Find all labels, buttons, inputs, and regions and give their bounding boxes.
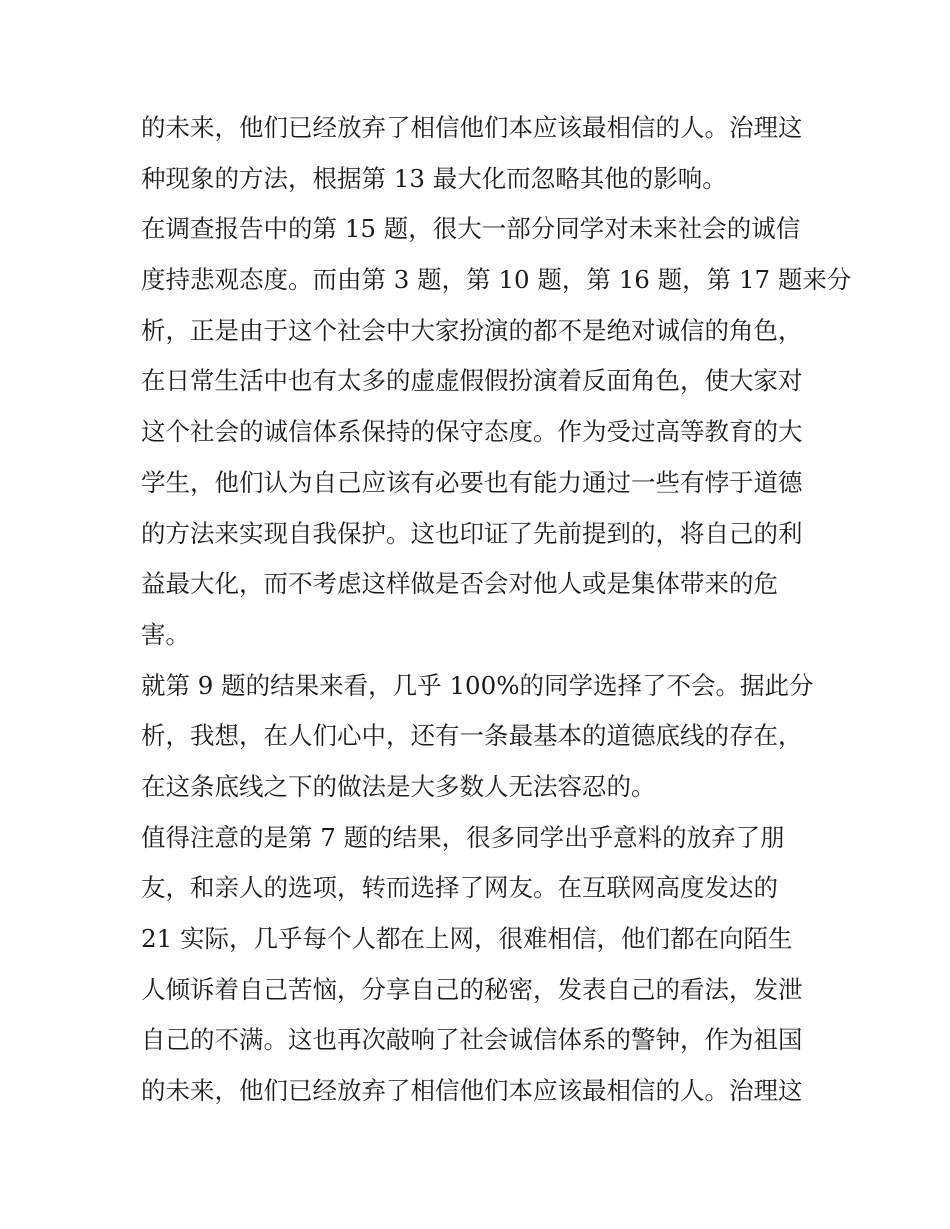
text-line: 的未来，他们已经放弃了相信他们本应该最相信的人。治理这 — [141, 113, 803, 142]
text-line: 害。 — [141, 619, 190, 649]
text-line: 种现象的方法，根据第 13 最大化而忽略其他的影响。 — [141, 163, 727, 193]
text-line: 析，我想，在人们心中，还有一条最基本的道德底线的存在， — [141, 721, 803, 751]
text-line: 值得注意的是第 7 题的结果，很多同学出乎意料的放弃了朋 — [141, 822, 785, 852]
text-line: 的未来，他们已经放弃了相信他们本应该最相信的人。治理这 — [141, 1076, 803, 1106]
text-line: 益最大化，而不考虑这样做是否会对他人或是集体带来的危 — [141, 569, 778, 599]
body-text — [141, 103, 852, 1117]
text-line: 人倾诉着自己苦恼，分享自己的秘密，发表自己的看法，发泄 — [141, 974, 803, 1004]
text-line: 的方法来实现自我保护。这也印证了先前提到的，将自己的利 — [141, 518, 803, 548]
text-line: 21 实际，几乎每个人都在上网，很难相信，他们都在向陌生 — [141, 924, 793, 953]
text-line: 学生，他们认为自己应该有必要也有能力通过一些有悖于道德 — [141, 467, 803, 497]
text-line: 度持悲观态度。而由第 3 题，第 10 题，第 16 题，第 17 题来分 — [141, 265, 852, 295]
text-line: 这个社会的诚信体系保持的保守态度。作为受过高等教育的大 — [141, 417, 803, 447]
text-line: 友，和亲人的选项，转而选择了网友。在互联网高度发达的 — [141, 873, 778, 903]
text-line: 自己的不满。这也再次敲响了社会诚信体系的警钟，作为祖国 — [141, 1025, 803, 1055]
text-line: 就第 9 题的结果来看，几乎 100%的同学选择了不会。据此分 — [141, 670, 814, 700]
text-line: 在这条底线之下的做法是大多数人无法容忍的。 — [141, 771, 656, 801]
text-line: 析，正是由于这个社会中大家扮演的都不是绝对诚信的角色， — [141, 315, 803, 345]
text-line: 在调查报告中的第 15 题，很大一部分同学对未来社会的诚信 — [141, 214, 801, 244]
text-line: 在日常生活中也有太多的虚虚假假扮演着反面角色，使大家对 — [141, 366, 803, 396]
